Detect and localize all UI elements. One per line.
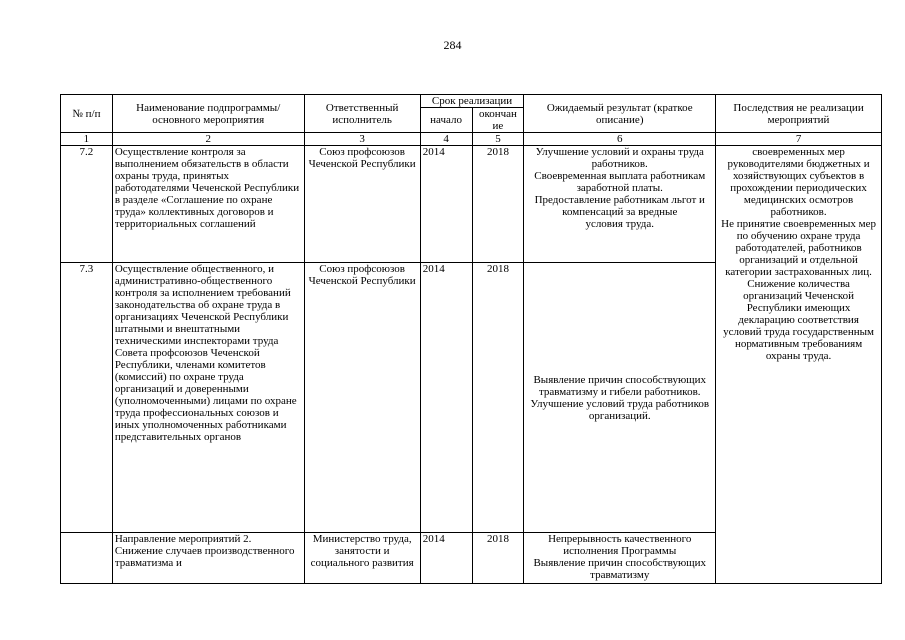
col-number-7: 7 bbox=[716, 133, 882, 146]
header-term: Срок реализации bbox=[420, 95, 524, 108]
row-start: 2014 bbox=[420, 533, 472, 584]
row-start: 2014 bbox=[420, 263, 472, 533]
row-responsible: Союз профсоюзов Чеченской Республики bbox=[304, 263, 420, 533]
row-start: 2014 bbox=[420, 146, 472, 263]
row-end: 2018 bbox=[472, 533, 524, 584]
row-responsible: Союз профсоюзов Чеченской Республики bbox=[304, 146, 420, 263]
row-expected: Улучшение условий и охраны труда работников. Своевременная выплата работникам заработной платы. Предоставление работникам льгот и компенсаций за вредные условия труда. bbox=[524, 146, 716, 263]
col-number-1: 1 bbox=[61, 133, 113, 146]
program-table bbox=[60, 94, 882, 584]
row-name: Направление мероприятий 2. Снижение случаев производственного травматизма и bbox=[112, 533, 304, 584]
header-expected: Ожидаемый результат (краткое описание) bbox=[524, 95, 716, 133]
table-row bbox=[61, 146, 882, 263]
page-number: 284 bbox=[443, 38, 462, 52]
col-number-2: 2 bbox=[112, 133, 304, 146]
header-num: № п/п bbox=[61, 95, 113, 133]
header-responsible: Ответственный исполнитель bbox=[304, 95, 420, 133]
row-name: Осуществление контроля за выполнением обязательств в области охраны труда, принятых работодателями Чеченской Республики в разделе «Соглашение по охране труда» коллективных договоров и территориальных соглашений bbox=[112, 146, 304, 263]
header-consequences: Последствия не реализации мероприятий bbox=[716, 95, 882, 133]
col-number-6: 6 bbox=[524, 133, 716, 146]
row-end: 2018 bbox=[472, 263, 524, 533]
header-name: Наименование подпрограммы/ основного мероприятия bbox=[112, 95, 304, 133]
col-number-3: 3 bbox=[304, 133, 420, 146]
column-number-row bbox=[61, 133, 882, 146]
row-num: 7.3 bbox=[61, 263, 113, 533]
row-end: 2018 bbox=[472, 146, 524, 263]
row-num: 7.2 bbox=[61, 146, 113, 263]
col-number-5: 5 bbox=[472, 133, 524, 146]
header-end: окончан ие bbox=[472, 108, 524, 133]
row-name: Осуществление общественного, и административно-общественного контроля за исполнением требований законодательства об охране труда в организациях Чеченской Республики штатными и внештатными техническими инспекторами труда Совета профсоюзов Чеченской Республики, членами комитетов (комиссий) по охране труда организаций и доверенными (уполномоченными) лицами по охране труда профессиональных союзов и иных уполномоченных работниками представительных органов bbox=[112, 263, 304, 533]
row-responsible: Министерство труда, занятости и социального развития bbox=[304, 533, 420, 584]
col-number-4: 4 bbox=[420, 133, 472, 146]
header-start: начало bbox=[420, 108, 472, 133]
row-expected: Непрерывность качественного исполнения Программы Выявление причин способствующих травматизму bbox=[524, 533, 716, 584]
consequences-cell: своевременных мер руководителями бюджетных и хозяйствующих субъектов в прохождении периодических медицинских осмотров работников. Не принятие своевременных мер по обучению охране труда работодателей, работников организаций и отдельной категории застрахованных лиц. Снижение количества организаций Чеченской Республики имеющих декларацию соответствия условий труда государственным нормативным требованиям охраны труда. bbox=[716, 146, 882, 584]
row-num bbox=[61, 533, 113, 584]
header-row-1 bbox=[61, 95, 882, 108]
row-expected: Выявление причин способствующих травматизму и гибели работников. Улучшение условий труда работников организаций. bbox=[524, 263, 716, 533]
